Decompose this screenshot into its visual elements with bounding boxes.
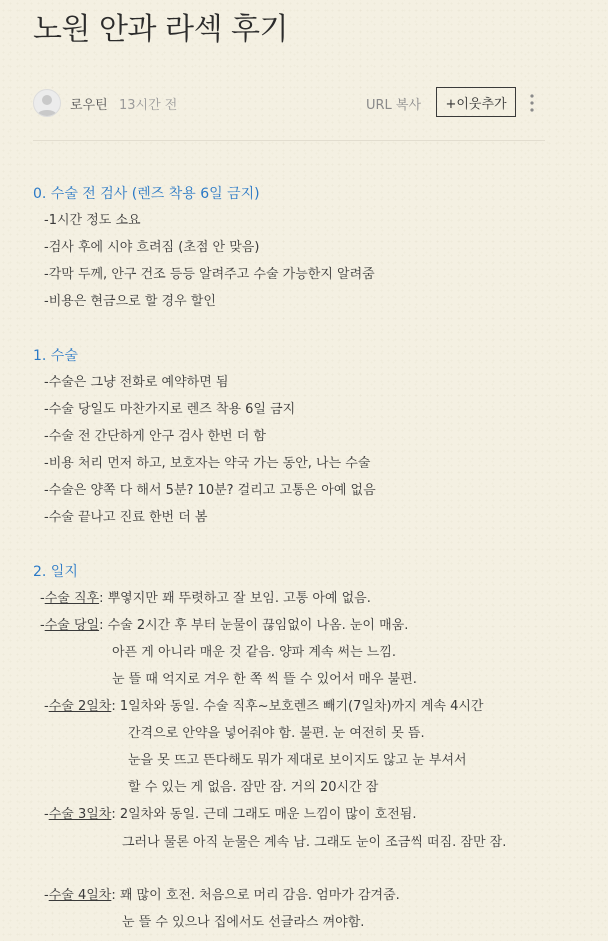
content-line: -수술 전 간단하게 안구 검사 한번 더 함 bbox=[44, 429, 266, 444]
content-line: -비용 처리 먼저 하고, 보호자는 약국 가는 동안, 나는 수술 bbox=[44, 456, 371, 471]
section-heading: 0. 수술 전 검사 (렌즈 착용 6일 금지) bbox=[33, 186, 260, 202]
diary-entry bbox=[44, 805, 416, 825]
diary-entry bbox=[40, 589, 371, 609]
diary-entry bbox=[44, 697, 483, 717]
entry-dash: - bbox=[40, 591, 45, 606]
section-heading: 2. 일지 bbox=[33, 564, 78, 580]
url-copy-button[interactable]: URL 복사 bbox=[366, 98, 422, 113]
entry-continuation: 그러나 물론 아직 눈물은 계속 남. 그래도 눈이 조금씩 떠짐. 잠만 잠. bbox=[122, 835, 507, 850]
entry-label: 수술 당일 bbox=[44, 618, 100, 633]
content-line: -수술 당일도 마찬가지로 렌즈 착용 6일 금지 bbox=[44, 402, 296, 417]
content-line: -수술은 그냥 전화로 예약하면 됨 bbox=[44, 375, 229, 390]
content-line: -검사 후에 시야 흐려짐 (초점 안 맞음) bbox=[44, 240, 260, 255]
post-time: 13시간 전 bbox=[119, 98, 178, 113]
avatar[interactable] bbox=[33, 89, 61, 117]
entry-continuation: 할 수 있는 게 없음. 잠만 잠. 거의 20시간 잠 bbox=[128, 780, 379, 795]
diary-entry bbox=[44, 886, 400, 906]
entry-text: : 2일차와 동일. 근데 그래도 매운 느낌이 많이 호전됨. bbox=[111, 807, 417, 822]
content-line: -각막 두께, 안구 건조 등등 알려주고 수술 가능한지 알려줌 bbox=[44, 267, 375, 282]
entry-continuation: 간격으로 안약을 넣어줘야 함. 불편. 눈 여전히 못 뜸. bbox=[128, 726, 425, 741]
entry-text: : 수술 2시간 후 부터 눈물이 끊임없이 나옴. 눈이 매움. bbox=[99, 618, 409, 633]
post-title: 노원 안과 라섹 후기 bbox=[33, 12, 288, 47]
entry-text: : 꽤 많이 호전. 처음으로 머리 감음. 엄마가 감겨줌. bbox=[111, 888, 400, 903]
entry-continuation: 눈을 못 뜨고 뜬다해도 뭐가 제대로 보이지도 않고 눈 부셔서 bbox=[128, 753, 467, 768]
entry-continuation: 아픈 게 아니라 매운 것 같음. 양파 계속 써는 느낌. bbox=[112, 645, 397, 660]
entry-label: 수술 2일차 bbox=[48, 699, 112, 714]
entry-dash: - bbox=[40, 618, 45, 633]
entry-continuation: 눈 뜰 수 있으나 집에서도 선글라스 껴야함. bbox=[122, 915, 365, 930]
entry-text: : 1일차와 동일. 수술 직후~보호렌즈 빼기(7일차)까지 계속 4시간 bbox=[111, 699, 484, 714]
content-line: -수술 끝나고 진료 한번 더 봄 bbox=[44, 510, 208, 525]
content-line: -수술은 양쪽 다 해서 5분? 10분? 걸리고 고통은 아예 없음 bbox=[44, 483, 376, 498]
default-profile-icon bbox=[34, 90, 60, 116]
content-line: -비용은 현금으로 할 경우 할인 bbox=[44, 294, 216, 309]
entry-continuation: 눈 뜰 때 억지로 겨우 한 쪽 씩 뜰 수 있어서 매우 불편. bbox=[112, 672, 417, 687]
content-line: -1시간 정도 소요 bbox=[44, 213, 141, 228]
entry-dash: - bbox=[44, 699, 49, 714]
diary-entry bbox=[40, 616, 408, 636]
section-heading: 1. 수술 bbox=[33, 348, 78, 364]
entry-label: 수술 4일차 bbox=[48, 888, 112, 903]
entry-label: 수술 직후 bbox=[44, 591, 100, 606]
entry-dash: - bbox=[44, 888, 49, 903]
header-divider bbox=[33, 140, 545, 141]
author-name[interactable]: 로우틴 bbox=[70, 98, 108, 113]
entry-label: 수술 3일차 bbox=[48, 807, 112, 822]
entry-text: : 뿌옇지만 꽤 뚜렷하고 잘 보임. 고통 아예 없음. bbox=[99, 591, 371, 606]
add-neighbor-button[interactable]: +이웃추가 bbox=[436, 87, 516, 117]
entry-dash: - bbox=[44, 807, 49, 822]
author-row bbox=[33, 86, 545, 120]
more-options-icon[interactable] bbox=[527, 92, 537, 114]
